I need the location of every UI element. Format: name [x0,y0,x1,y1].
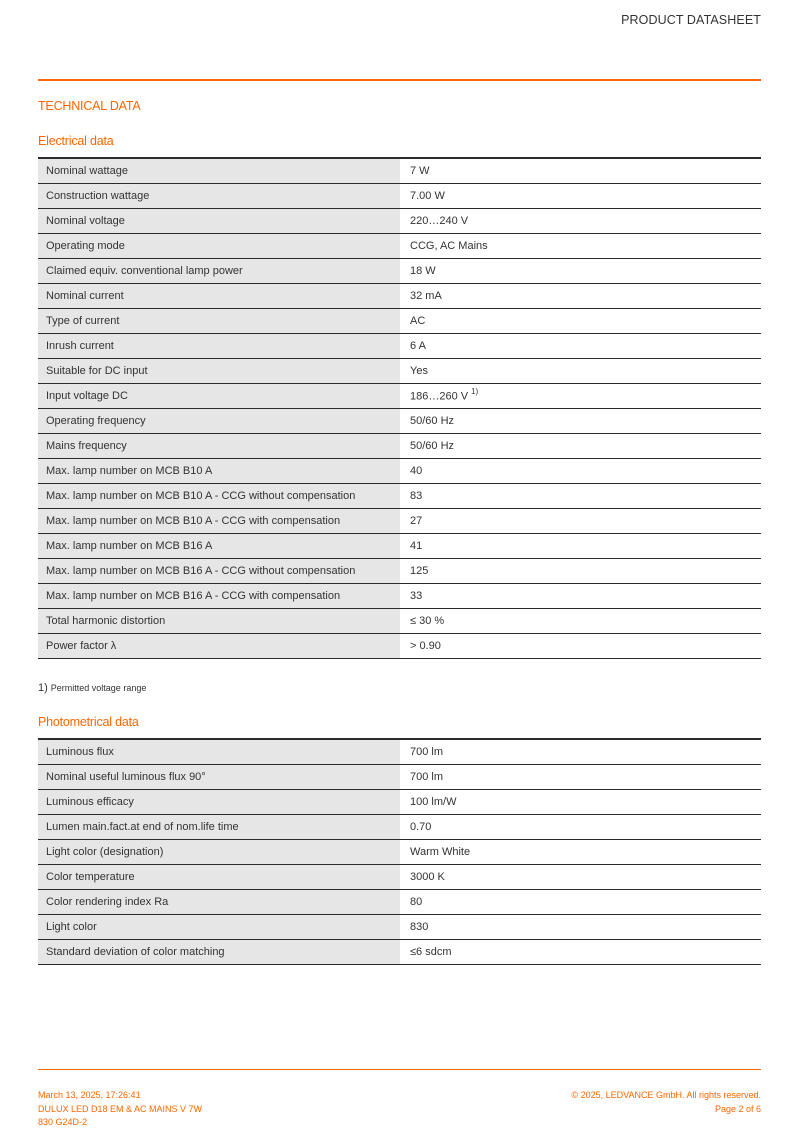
spec-label: Max. lamp number on MCB B10 A - CCG with compensation [38,508,401,533]
spec-value: 186…260 V [410,390,469,403]
spec-label: Power factor λ [38,633,401,658]
spec-value: 0.70 [410,820,432,833]
spec-value-cell [401,739,762,764]
spec-label: Max. lamp number on MCB B10 A [38,458,401,483]
spec-value: 100 lm/W [410,795,457,808]
spec-value: 830 [410,920,429,933]
table-row [38,433,761,458]
footnote [38,682,146,694]
footer-copyright: © 2025, LEDVANCE GmbH. All rights reserved. [571,1090,761,1100]
spec-value: AC [410,314,426,327]
spec-value: 220…240 V [410,214,469,227]
section-title: TECHNICAL DATA [38,99,141,113]
spec-value-cell [401,633,762,658]
table-row [38,508,761,533]
table-row [38,814,761,839]
spec-value-cell [401,939,762,964]
spec-value-cell [401,608,762,633]
spec-value: 6 A [410,339,426,352]
spec-value: 50/60 Hz [410,439,455,452]
footnote-text: Permitted voltage range [50,683,147,693]
spec-value-cell [401,183,762,208]
table-row [38,308,761,333]
table-row [38,358,761,383]
spec-value-cell [401,158,762,183]
spec-value-cell [401,208,762,233]
spec-value-cell [401,458,762,483]
spec-value-cell [401,583,762,608]
spec-value: 700 lm [410,770,444,783]
photometrical-data-table [38,738,761,965]
spec-value: ≤ 30 % [410,614,445,627]
spec-value-cell [401,308,762,333]
table-row [38,789,761,814]
spec-label: Construction wattage [38,183,401,208]
spec-value: ≤6 sdcm [410,945,452,958]
spec-label: Nominal current [38,283,401,308]
spec-label: Luminous flux [38,739,401,764]
spec-value: 700 lm [410,745,444,758]
spec-value: > 0.90 [410,639,441,652]
spec-value: 40 [410,464,423,477]
spec-value: 32 mA [410,289,442,302]
spec-value: 33 [410,589,423,602]
footer-right [571,1089,761,1116]
spec-label: Light color [38,914,401,939]
spec-label: Nominal wattage [38,158,401,183]
footer-left [38,1089,202,1130]
spec-value: 3000 K [410,870,445,883]
spec-value-cell [401,839,762,864]
spec-label: Standard deviation of color matching [38,939,401,964]
footer-product-line-2: 830 G24D-2 [38,1117,88,1127]
spec-label: Max. lamp number on MCB B16 A - CCG with compensation [38,583,401,608]
table-row [38,283,761,308]
table-row [38,633,761,658]
spec-label: Max. lamp number on MCB B16 A [38,533,401,558]
spec-value-cell [401,333,762,358]
spec-value: 27 [410,514,423,527]
spec-label: Color temperature [38,864,401,889]
spec-value-cell [401,258,762,283]
spec-value-cell [401,358,762,383]
footer-divider [38,1069,761,1070]
table-row [38,383,761,408]
spec-label: Operating mode [38,233,401,258]
spec-value-cell [401,764,762,789]
footer-product-line-1: DULUX LED D18 EM & AC MAINS V 7W [38,1103,203,1114]
spec-value-cell [401,864,762,889]
spec-label: Max. lamp number on MCB B16 A - CCG without compensation [38,558,401,583]
spec-value-cell [401,558,762,583]
table-row [38,839,761,864]
table-row [38,483,761,508]
electrical-data-heading: Electrical data [38,134,114,148]
spec-value-cell [401,889,762,914]
spec-value-cell [401,533,762,558]
spec-label: Claimed equiv. conventional lamp power [38,258,401,283]
spec-label: Luminous efficacy [38,789,401,814]
spec-value: 50/60 Hz [410,414,455,427]
table-row [38,914,761,939]
spec-label: Light color (designation) [38,839,401,864]
footer-page-number: Page 2 of 6 [714,1103,761,1114]
table-row [38,608,761,633]
spec-value: 80 [410,895,423,908]
header-divider [38,79,761,81]
spec-label: Nominal voltage [38,208,401,233]
spec-value-cell [401,914,762,939]
spec-value-cell [401,433,762,458]
table-row [38,939,761,964]
spec-value: Yes [410,364,428,377]
table-row [38,208,761,233]
spec-label: Suitable for DC input [38,358,401,383]
spec-value: 18 W [410,264,436,277]
table-row [38,333,761,358]
spec-label: Input voltage DC [38,383,401,408]
spec-label: Type of current [38,308,401,333]
spec-value-cell [401,408,762,433]
spec-value: 125 [410,564,429,577]
spec-label: Max. lamp number on MCB B10 A - CCG without compensation [38,483,401,508]
spec-label: Mains frequency [38,433,401,458]
spec-label: Color rendering index Ra [38,889,401,914]
table-row [38,583,761,608]
spec-label: Total harmonic distortion [38,608,401,633]
spec-value-cell [401,233,762,258]
spec-value-cell [401,383,762,408]
table-row [38,864,761,889]
photometrical-data-heading: Photometrical data [38,715,139,729]
table-row [38,158,761,183]
spec-value-cell [401,814,762,839]
spec-value: 83 [410,489,423,502]
spec-label: Lumen main.fact.at end of nom.life time [38,814,401,839]
spec-value: 7.00 W [410,189,445,202]
table-row [38,533,761,558]
spec-value-cell [401,483,762,508]
spec-value-cell [401,283,762,308]
table-row [38,889,761,914]
footnote-number: 1) [38,682,48,694]
spec-label: Operating frequency [38,408,401,433]
spec-value: 7 W [410,164,430,177]
footnote-marker: 1) [471,387,479,397]
spec-value: CCG, AC Mains [410,239,488,252]
spec-value-cell [401,508,762,533]
table-row [38,739,761,764]
spec-value: 41 [410,539,423,552]
spec-label: Inrush current [38,333,401,358]
table-row [38,458,761,483]
spec-value: Warm White [410,845,471,858]
table-row [38,408,761,433]
electrical-data-table [38,157,761,659]
document-type-label: PRODUCT DATASHEET [621,13,761,27]
table-row [38,183,761,208]
table-row [38,233,761,258]
spec-label: Nominal useful luminous flux 90° [38,764,401,789]
table-row [38,558,761,583]
table-row [38,258,761,283]
table-row [38,764,761,789]
spec-value-cell [401,789,762,814]
footer-timestamp: March 13, 2025, 17:26:41 [38,1090,141,1100]
